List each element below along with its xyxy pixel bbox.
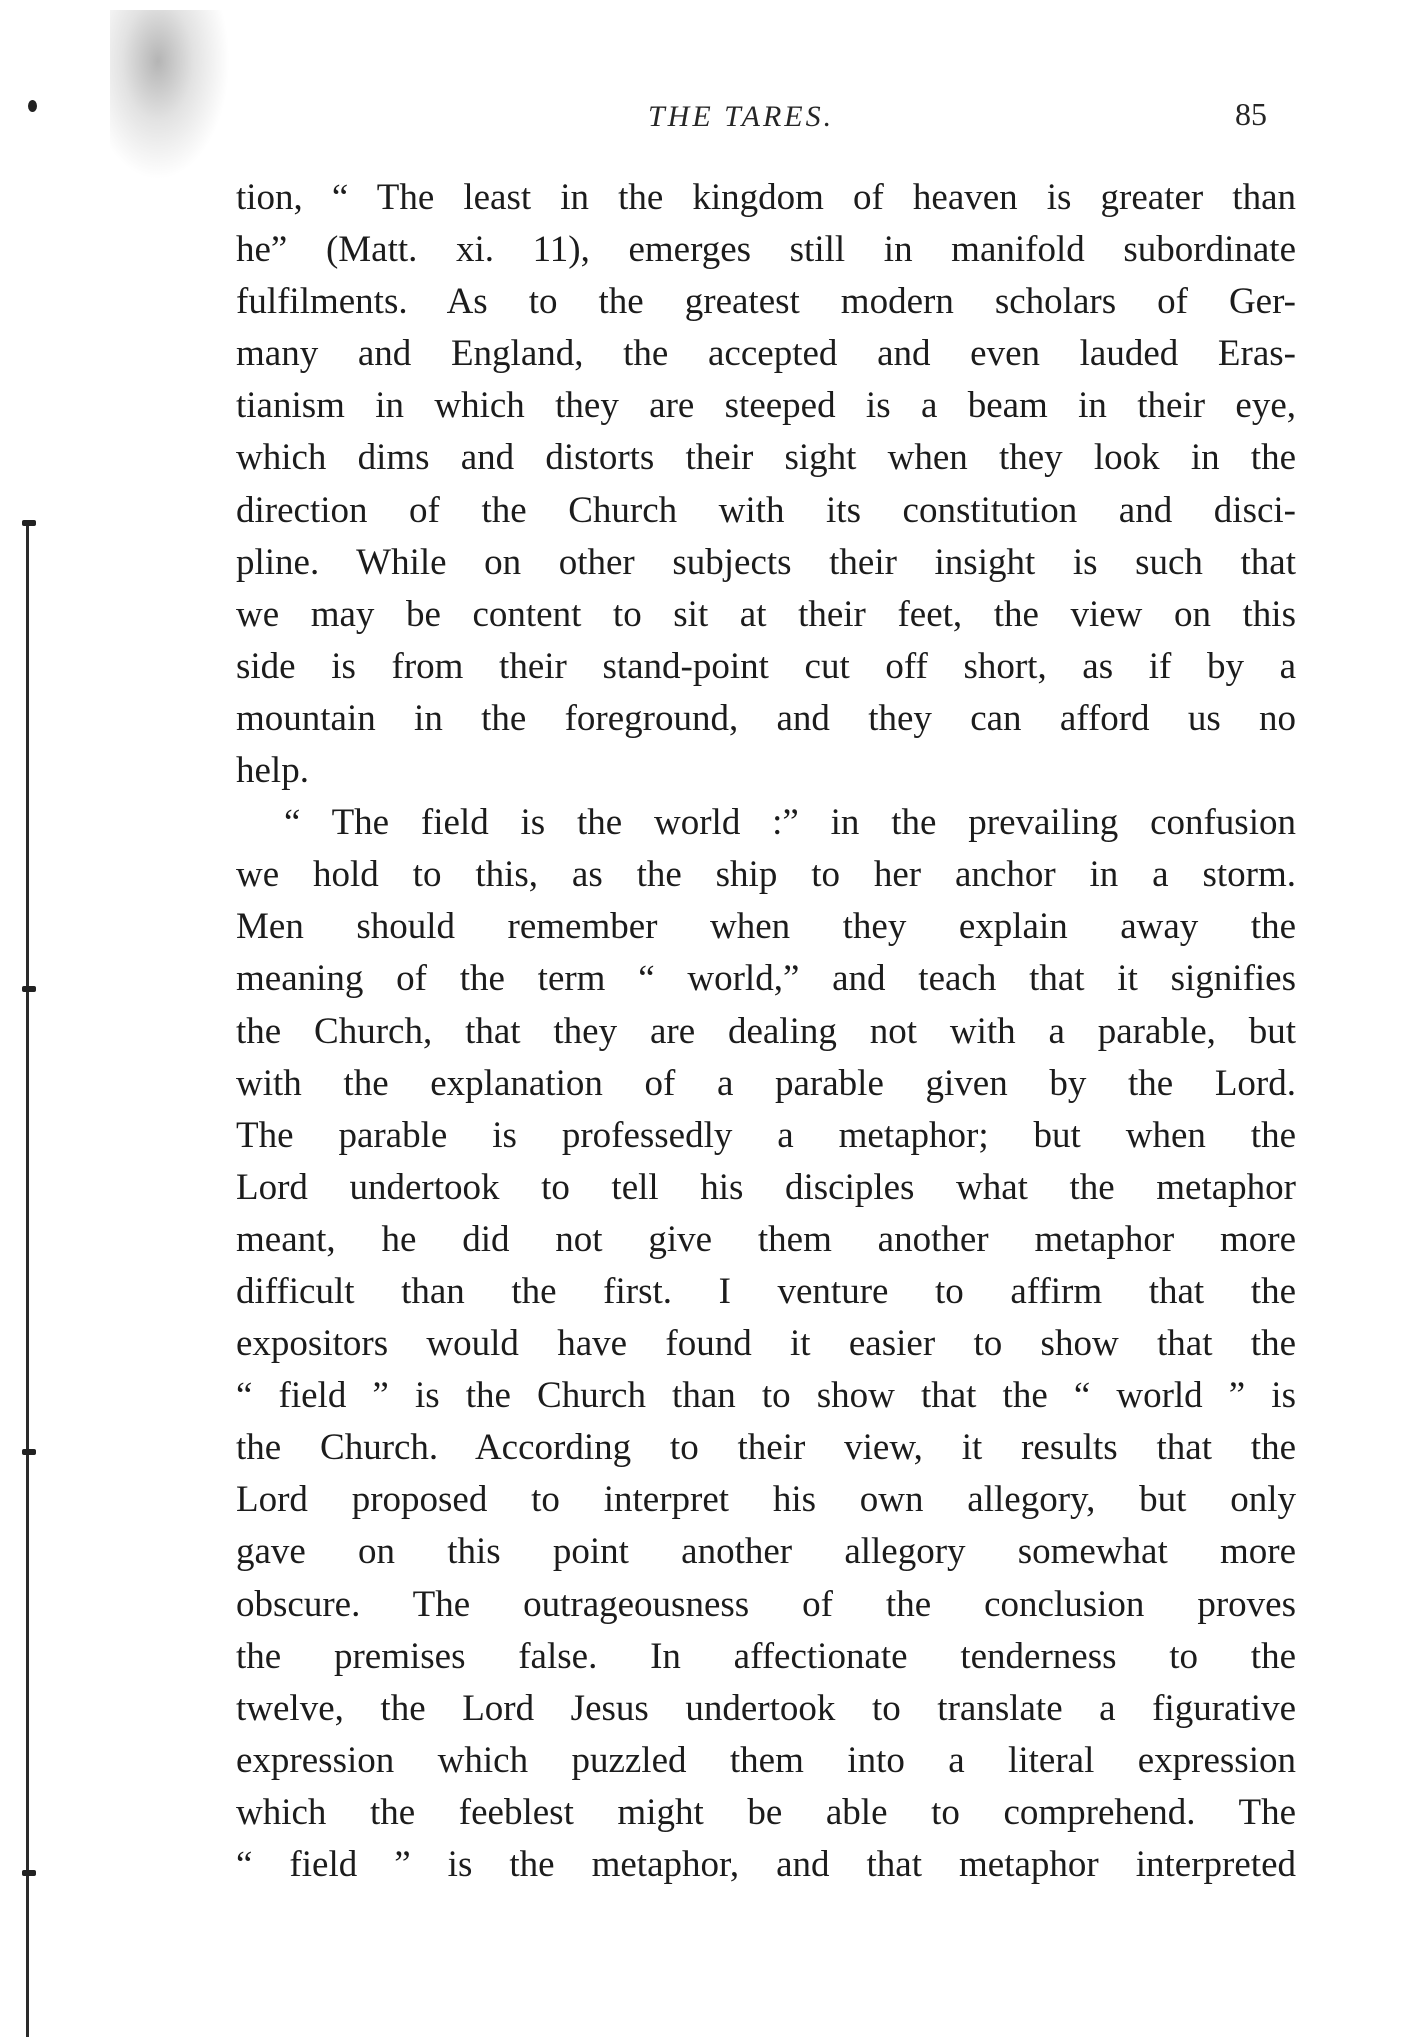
text-line: meaning of the term “ world,” and teach that it signifies [236,958,1296,1000]
text-line: he” (Matt. xi. 11), emerges still in manifold subordinate [236,229,1296,271]
text-line: direction of the Church with its constitution and disci- [236,489,1296,531]
text-line: expositors would have found it easier to show that the [236,1323,1296,1365]
text-line: mountain in the foreground, and they can afford us no [236,697,1296,739]
text-line: the Church. According to their view, it results that the [236,1427,1296,1469]
text-line: tianism in which they are steeped is a beam in their eye, [236,385,1296,427]
body-text [236,172,1296,1891]
text-line: difficult than the first. I venture to affirm that the [236,1270,1296,1312]
text-line: the Church, that they are dealing not with a parable, but [236,1010,1296,1052]
text-line: we hold to this, as the ship to her anchor in a storm. [236,854,1296,896]
text-line: obscure. The outrageousness of the conclusion proves [236,1583,1296,1625]
running-head [0,96,1419,140]
binding-tick [22,1870,36,1876]
text-line: pline. While on other subjects their insight is such that [236,541,1296,583]
text-line: The parable is professedly a metaphor; but when the [236,1114,1296,1156]
text-line: with the explanation of a parable given by the Lord. [236,1062,1296,1104]
text-line: gave on this point another allegory somewhat more [236,1531,1296,1573]
text-line: side is from their stand-point cut off short, as if by a [236,645,1296,687]
text-line: Men should remember when they explain away the [236,906,1296,948]
text-line: the premises false. In affectionate tenderness to the [236,1635,1296,1677]
text-line: meant, he did not give them another metaphor more [236,1218,1296,1260]
paragraph-end-line: help. [236,750,309,792]
page-number: 85 [1235,96,1267,132]
running-title: THE TARES. [648,100,835,133]
text-line: “ field ” is the metaphor, and that metaphor interpreted [236,1844,1296,1885]
binding-edge-line [26,520,29,2037]
binding-tick [22,986,36,992]
binding-tick [22,520,36,526]
text-line: Lord proposed to interpret his own allegory, but only [236,1479,1296,1521]
text-line: many and England, the accepted and even lauded Eras- [236,333,1296,375]
text-line: expression which puzzled them into a literal expression [236,1739,1296,1781]
text-line: “ field ” is the Church than to show that the “ world ” is [236,1375,1296,1417]
scan-smudge [110,10,230,180]
text-line: which dims and distorts their sight when they look in the [236,437,1296,479]
text-line: twelve, the Lord Jesus undertook to translate a figurative [236,1687,1296,1729]
binding-tick [22,1449,36,1455]
text-line: fulfilments. As to the greatest modern scholars of Ger- [236,281,1296,323]
text-line: tion, “ The least in the kingdom of heaven is greater than [236,177,1296,218]
text-line: which the feeblest might be able to comprehend. The [236,1791,1296,1833]
text-line: we may be content to sit at their feet, the view on this [236,593,1296,635]
paragraph-start-line: “ The field is the world :” in the prevailing confusion [284,802,1296,844]
text-line: Lord undertook to tell his disciples what the metaphor [236,1166,1296,1208]
